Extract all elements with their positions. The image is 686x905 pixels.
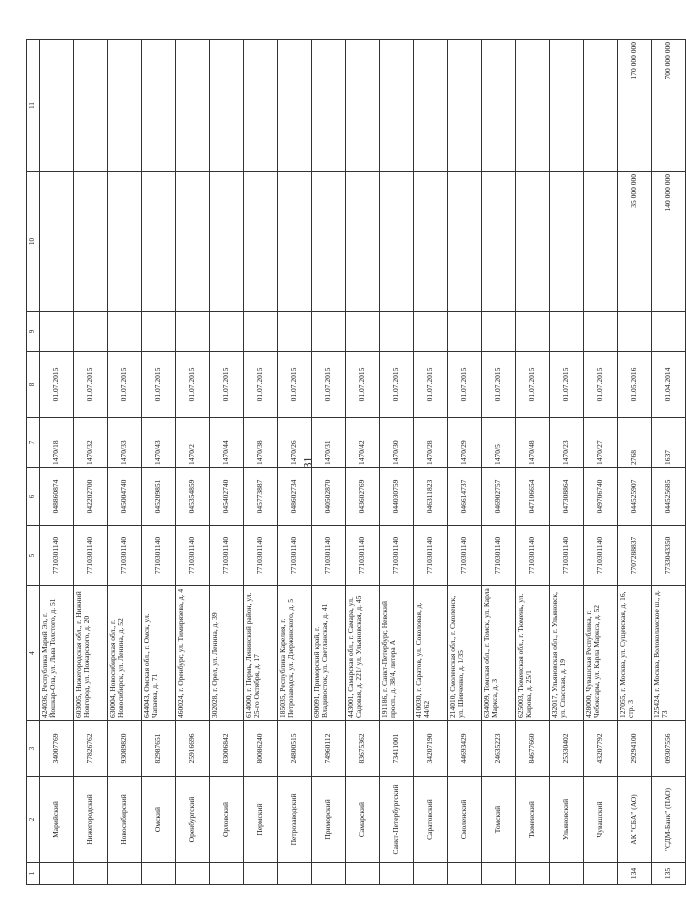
cell-inn: 7710301140 <box>210 526 244 586</box>
cell-addr: 432017, Ульяновская обл., г. Ульяновск, ул. Спасская, д. 19 <box>550 586 584 721</box>
cell-name: "СДМ-Банк" (ПАО) <box>652 777 686 863</box>
cell-date: 01.07.2015 <box>312 352 346 418</box>
cell-name: Самарский <box>346 777 380 863</box>
column-header: 3 <box>27 721 40 777</box>
table-row <box>244 40 278 885</box>
cell-name: Нижегородский <box>74 777 108 863</box>
cell-no <box>516 863 550 885</box>
cell-inn: 7710301140 <box>516 526 550 586</box>
cell-c10 <box>40 172 74 312</box>
cell-c3: 44693429 <box>448 721 482 777</box>
cell-addr: 214010, Смоленская обл., г. Смоленск, ул. Шевченко, д. 1/35 <box>448 586 482 721</box>
cell-addr: 690091, Приморский край, г. Владивосток, ул. Светланская, д. 41 <box>312 586 346 721</box>
table-row <box>652 40 686 885</box>
cell-name: Омский <box>142 777 176 863</box>
cell-c10 <box>142 172 176 312</box>
cell-inn: 7710301140 <box>346 526 380 586</box>
cell-c3: 73411001 <box>380 721 414 777</box>
cell-reg: 1470/48 <box>516 418 550 468</box>
cell-date: 01.07.2015 <box>550 352 584 418</box>
cell-bik: 045354859 <box>176 468 210 526</box>
cell-reg: 1470/18 <box>40 418 74 468</box>
cell-c9 <box>584 312 618 352</box>
cell-c10 <box>108 172 142 312</box>
cell-c11 <box>346 40 380 172</box>
table-row <box>482 40 516 885</box>
cell-reg: 1470/26 <box>278 418 312 468</box>
cell-inn: 7710301140 <box>74 526 108 586</box>
cell-c9 <box>176 312 210 352</box>
cell-reg: 1470/29 <box>448 418 482 468</box>
cell-c10 <box>482 172 516 312</box>
cell-bik: 047308864 <box>550 468 584 526</box>
cell-inn: 7710301140 <box>278 526 312 586</box>
cell-c10 <box>380 172 414 312</box>
column-header: 10 <box>27 172 40 312</box>
cell-name: Смоленский <box>448 777 482 863</box>
cell-no <box>142 863 176 885</box>
cell-name: АК "СБА" (АО) <box>618 777 652 863</box>
cell-addr: 625003, Тюменская обл., г. Тюмень, ул. Кирова, д. 25/1 <box>516 586 550 721</box>
cell-c3: 80086240 <box>244 721 278 777</box>
cell-c3: 77826762 <box>74 721 108 777</box>
cell-reg: 1470/27 <box>584 418 618 468</box>
cell-c11 <box>448 40 482 172</box>
table-row <box>312 40 346 885</box>
table-row <box>210 40 244 885</box>
cell-inn: 7710301140 <box>482 526 516 586</box>
cell-date: 01.07.2015 <box>482 352 516 418</box>
cell-c9 <box>108 312 142 352</box>
cell-inn: 7710301140 <box>448 526 482 586</box>
cell-c10: 140 000 000 <box>652 172 686 312</box>
cell-name: Чувашский <box>584 777 618 863</box>
cell-inn: 7710301140 <box>40 526 74 586</box>
cell-inn: 7707288837 <box>618 526 652 586</box>
cell-c9 <box>652 312 686 352</box>
column-header: 9 <box>27 312 40 352</box>
cell-addr: 424036, Республика Марий Эл, г. Йошкар-Ола, ул. Льва Толстого, д. 51 <box>40 586 74 721</box>
cell-c11 <box>516 40 550 172</box>
cell-c3: 84677660 <box>516 721 550 777</box>
cell-inn: 7710301140 <box>584 526 618 586</box>
cell-reg: 1470/38 <box>244 418 278 468</box>
cell-bik: 048860874 <box>40 468 74 526</box>
table-row <box>74 40 108 885</box>
cell-date: 01.07.2015 <box>40 352 74 418</box>
cell-addr: 443001, Самарская обл., г. Самара, ул. Садовая, д. 221/ ул. Ульяновская, д. 45 <box>346 586 380 721</box>
cell-date: 01.05.2016 <box>618 352 652 418</box>
table-row <box>40 40 74 885</box>
cell-c10 <box>550 172 584 312</box>
cell-no <box>176 863 210 885</box>
cell-name: Новосибирский <box>108 777 142 863</box>
cell-bik: 045773887 <box>244 468 278 526</box>
cell-c3: 09307556 <box>652 721 686 777</box>
cell-no <box>210 863 244 885</box>
cell-addr: 603005, Нижегородская обл., г. Нижний Новгород, ул. Пожарского, д. 20 <box>74 586 108 721</box>
cell-addr: 125424, г. Москва, Волоколамское ш., д. 73 <box>652 586 686 721</box>
cell-c11 <box>142 40 176 172</box>
cell-bik: 046311823 <box>414 468 448 526</box>
cell-c10 <box>210 172 244 312</box>
cell-c10 <box>278 172 312 312</box>
cell-c11: 170 000 000 <box>618 40 652 172</box>
cell-bik: 048602734 <box>278 468 312 526</box>
page-number: 31 <box>300 456 315 469</box>
cell-c9 <box>346 312 380 352</box>
cell-date: 01.07.2015 <box>448 352 482 418</box>
cell-bik: 040502870 <box>312 468 346 526</box>
rotated-page <box>26 40 673 885</box>
cell-bik: 043602769 <box>346 468 380 526</box>
cell-inn: 7710301140 <box>108 526 142 586</box>
column-header: 7 <box>27 418 40 468</box>
cell-c11 <box>482 40 516 172</box>
cell-name: Оренбургский <box>176 777 210 863</box>
cell-no <box>482 863 516 885</box>
cell-no <box>346 863 380 885</box>
cell-c9 <box>210 312 244 352</box>
cell-c10 <box>176 172 210 312</box>
column-header: 11 <box>27 40 40 172</box>
cell-date: 01.07.2015 <box>516 352 550 418</box>
cell-c9 <box>380 312 414 352</box>
cell-reg: 1470/44 <box>210 418 244 468</box>
cell-c10 <box>448 172 482 312</box>
cell-addr: 302028, г. Орел, ул. Ленина, д. 39 <box>210 586 244 721</box>
cell-bik: 045209851 <box>142 468 176 526</box>
cell-bik: 042202700 <box>74 468 108 526</box>
cell-reg: 1470/2 <box>176 418 210 468</box>
table-row <box>516 40 550 885</box>
cell-no <box>380 863 414 885</box>
cell-bik: 045402740 <box>210 468 244 526</box>
cell-name: Санкт-Петербургский <box>380 777 414 863</box>
cell-inn: 7710301140 <box>312 526 346 586</box>
cell-inn: 7710301140 <box>550 526 584 586</box>
cell-c10 <box>584 172 618 312</box>
cell-bik: 046614737 <box>448 468 482 526</box>
cell-bik: 044525907 <box>618 468 652 526</box>
cell-name: Приморский <box>312 777 346 863</box>
column-header: 5 <box>27 526 40 586</box>
cell-date: 01.07.2015 <box>584 352 618 418</box>
cell-reg: 1470/42 <box>346 418 380 468</box>
header-row <box>27 40 40 885</box>
cell-addr: 634009, Томская обл., г. Томск, ул. Карла Маркса, д. 3 <box>482 586 516 721</box>
cell-c9 <box>414 312 448 352</box>
cell-reg: 1470/30 <box>380 418 414 468</box>
cell-c11 <box>312 40 346 172</box>
cell-date: 01.07.2015 <box>346 352 380 418</box>
cell-c9 <box>482 312 516 352</box>
cell-bik: 044030759 <box>380 468 414 526</box>
cell-date: 01.07.2015 <box>414 352 448 418</box>
cell-inn: 7710301140 <box>414 526 448 586</box>
cell-date: 01.07.2015 <box>176 352 210 418</box>
table-row <box>142 40 176 885</box>
cell-c10 <box>516 172 550 312</box>
cell-no <box>312 863 346 885</box>
cell-c9 <box>40 312 74 352</box>
cell-no: 135 <box>652 863 686 885</box>
cell-addr: 191186, г. Санкт-Петербург, Невский просп., д. 38/4, литера А <box>380 586 414 721</box>
cell-c9 <box>312 312 346 352</box>
cell-reg: 1470/28 <box>414 418 448 468</box>
bank-table <box>26 39 686 885</box>
cell-date: 01.07.2015 <box>74 352 108 418</box>
cell-inn: 7710301140 <box>244 526 278 586</box>
cell-c3: 24635223 <box>482 721 516 777</box>
column-header: 1 <box>27 863 40 885</box>
cell-c3: 74960112 <box>312 721 346 777</box>
cell-c3: 83006842 <box>210 721 244 777</box>
cell-c11 <box>244 40 278 172</box>
cell-no <box>74 863 108 885</box>
cell-reg: 1470/33 <box>108 418 142 468</box>
cell-c11 <box>278 40 312 172</box>
cell-c11 <box>108 40 142 172</box>
cell-c3: 82987651 <box>142 721 176 777</box>
table-row <box>176 40 210 885</box>
cell-c9 <box>516 312 550 352</box>
cell-c9 <box>448 312 482 352</box>
cell-c3: 43207792 <box>584 721 618 777</box>
cell-addr: 410030, г. Саратов, ул. Соколовая, д. 44/62 <box>414 586 448 721</box>
cell-c3: 25330402 <box>550 721 584 777</box>
cell-addr: 644043, Омская обл., г. Омск, ул. Чапаева, д. 71 <box>142 586 176 721</box>
table-row <box>108 40 142 885</box>
table-row <box>618 40 652 885</box>
table-row <box>584 40 618 885</box>
cell-reg: 1470/43 <box>142 418 176 468</box>
table-row <box>278 40 312 885</box>
cell-date: 01.07.2015 <box>278 352 312 418</box>
cell-c11 <box>40 40 74 172</box>
cell-c11 <box>176 40 210 172</box>
cell-name: Тюменский <box>516 777 550 863</box>
cell-name: Ульяновский <box>550 777 584 863</box>
cell-name: Пермский <box>244 777 278 863</box>
cell-addr: 614000, г. Пермь, Ленинский район, ул. 25-го Октября, д. 17 <box>244 586 278 721</box>
cell-c10: 35 000 000 <box>618 172 652 312</box>
cell-c11: 700 000 000 <box>652 40 686 172</box>
cell-bik: 046902757 <box>482 468 516 526</box>
table-row <box>448 40 482 885</box>
cell-no <box>550 863 584 885</box>
cell-c3: 29294100 <box>618 721 652 777</box>
cell-c10 <box>74 172 108 312</box>
column-header: 6 <box>27 468 40 526</box>
cell-c11 <box>380 40 414 172</box>
cell-c10 <box>244 172 278 312</box>
cell-date: 01.07.2015 <box>142 352 176 418</box>
cell-reg: 1470/32 <box>74 418 108 468</box>
cell-c11 <box>414 40 448 172</box>
cell-reg: 1637 <box>652 418 686 468</box>
cell-c11 <box>74 40 108 172</box>
table-row <box>414 40 448 885</box>
cell-c3: 34007769 <box>40 721 74 777</box>
cell-no <box>414 863 448 885</box>
cell-name: Марийский <box>40 777 74 863</box>
cell-name: Томский <box>482 777 516 863</box>
cell-bik: 047106654 <box>516 468 550 526</box>
cell-inn: 7710301140 <box>380 526 414 586</box>
cell-c3: 25916696 <box>176 721 210 777</box>
cell-date: 01.04.2014 <box>652 352 686 418</box>
cell-reg: 1470/23 <box>550 418 584 468</box>
cell-reg: 2768 <box>618 418 652 468</box>
cell-no <box>448 863 482 885</box>
cell-reg: 1470/5 <box>482 418 516 468</box>
cell-name: Саратовский <box>414 777 448 863</box>
table-row <box>346 40 380 885</box>
cell-inn: 7710301140 <box>142 526 176 586</box>
cell-bik: 045004740 <box>108 468 142 526</box>
cell-no <box>278 863 312 885</box>
cell-c3: 93089820 <box>108 721 142 777</box>
column-header: 8 <box>27 352 40 418</box>
cell-c9 <box>142 312 176 352</box>
cell-c9 <box>244 312 278 352</box>
cell-reg: 1470/31 <box>312 418 346 468</box>
table-row <box>380 40 414 885</box>
cell-c10 <box>414 172 448 312</box>
cell-c9 <box>618 312 652 352</box>
cell-addr: 185035, Республика Карелия, г. Петрозаводск, ул. Дзержинского, д. 5 <box>278 586 312 721</box>
cell-c9 <box>278 312 312 352</box>
cell-c9 <box>550 312 584 352</box>
cell-no <box>584 863 618 885</box>
cell-c10 <box>346 172 380 312</box>
cell-date: 01.07.2015 <box>380 352 414 418</box>
cell-c11 <box>550 40 584 172</box>
cell-c10 <box>312 172 346 312</box>
table-row <box>550 40 584 885</box>
cell-c11 <box>210 40 244 172</box>
cell-bik: 044525685 <box>652 468 686 526</box>
cell-bik: 049706740 <box>584 468 618 526</box>
cell-name: Петрозаводский <box>278 777 312 863</box>
cell-inn: 7710301140 <box>176 526 210 586</box>
cell-no <box>244 863 278 885</box>
cell-date: 01.07.2015 <box>244 352 278 418</box>
cell-c3: 34207190 <box>414 721 448 777</box>
cell-c11 <box>584 40 618 172</box>
cell-c3: 83675362 <box>346 721 380 777</box>
cell-addr: 630004, Новосибирская обл., г. Новосибирск, ул. Ленина, д. 52 <box>108 586 142 721</box>
column-header: 2 <box>27 777 40 863</box>
cell-addr: 428000, Чувашская Республика, г. Чебоксары, ул. Карла Маркса, д. 52 <box>584 586 618 721</box>
cell-addr: 460024, г. Оренбург, ул. Тимирязева, д. 4 <box>176 586 210 721</box>
cell-c3: 24800515 <box>278 721 312 777</box>
cell-no: 134 <box>618 863 652 885</box>
cell-no <box>40 863 74 885</box>
cell-addr: 127055, г. Москва, ул. Сущевская, д. 16, стр. 3 <box>618 586 652 721</box>
cell-date: 01.07.2015 <box>108 352 142 418</box>
cell-date: 01.07.2015 <box>210 352 244 418</box>
cell-no <box>108 863 142 885</box>
column-header: 4 <box>27 586 40 721</box>
cell-inn: 7733043350 <box>652 526 686 586</box>
cell-c9 <box>74 312 108 352</box>
cell-name: Орловский <box>210 777 244 863</box>
